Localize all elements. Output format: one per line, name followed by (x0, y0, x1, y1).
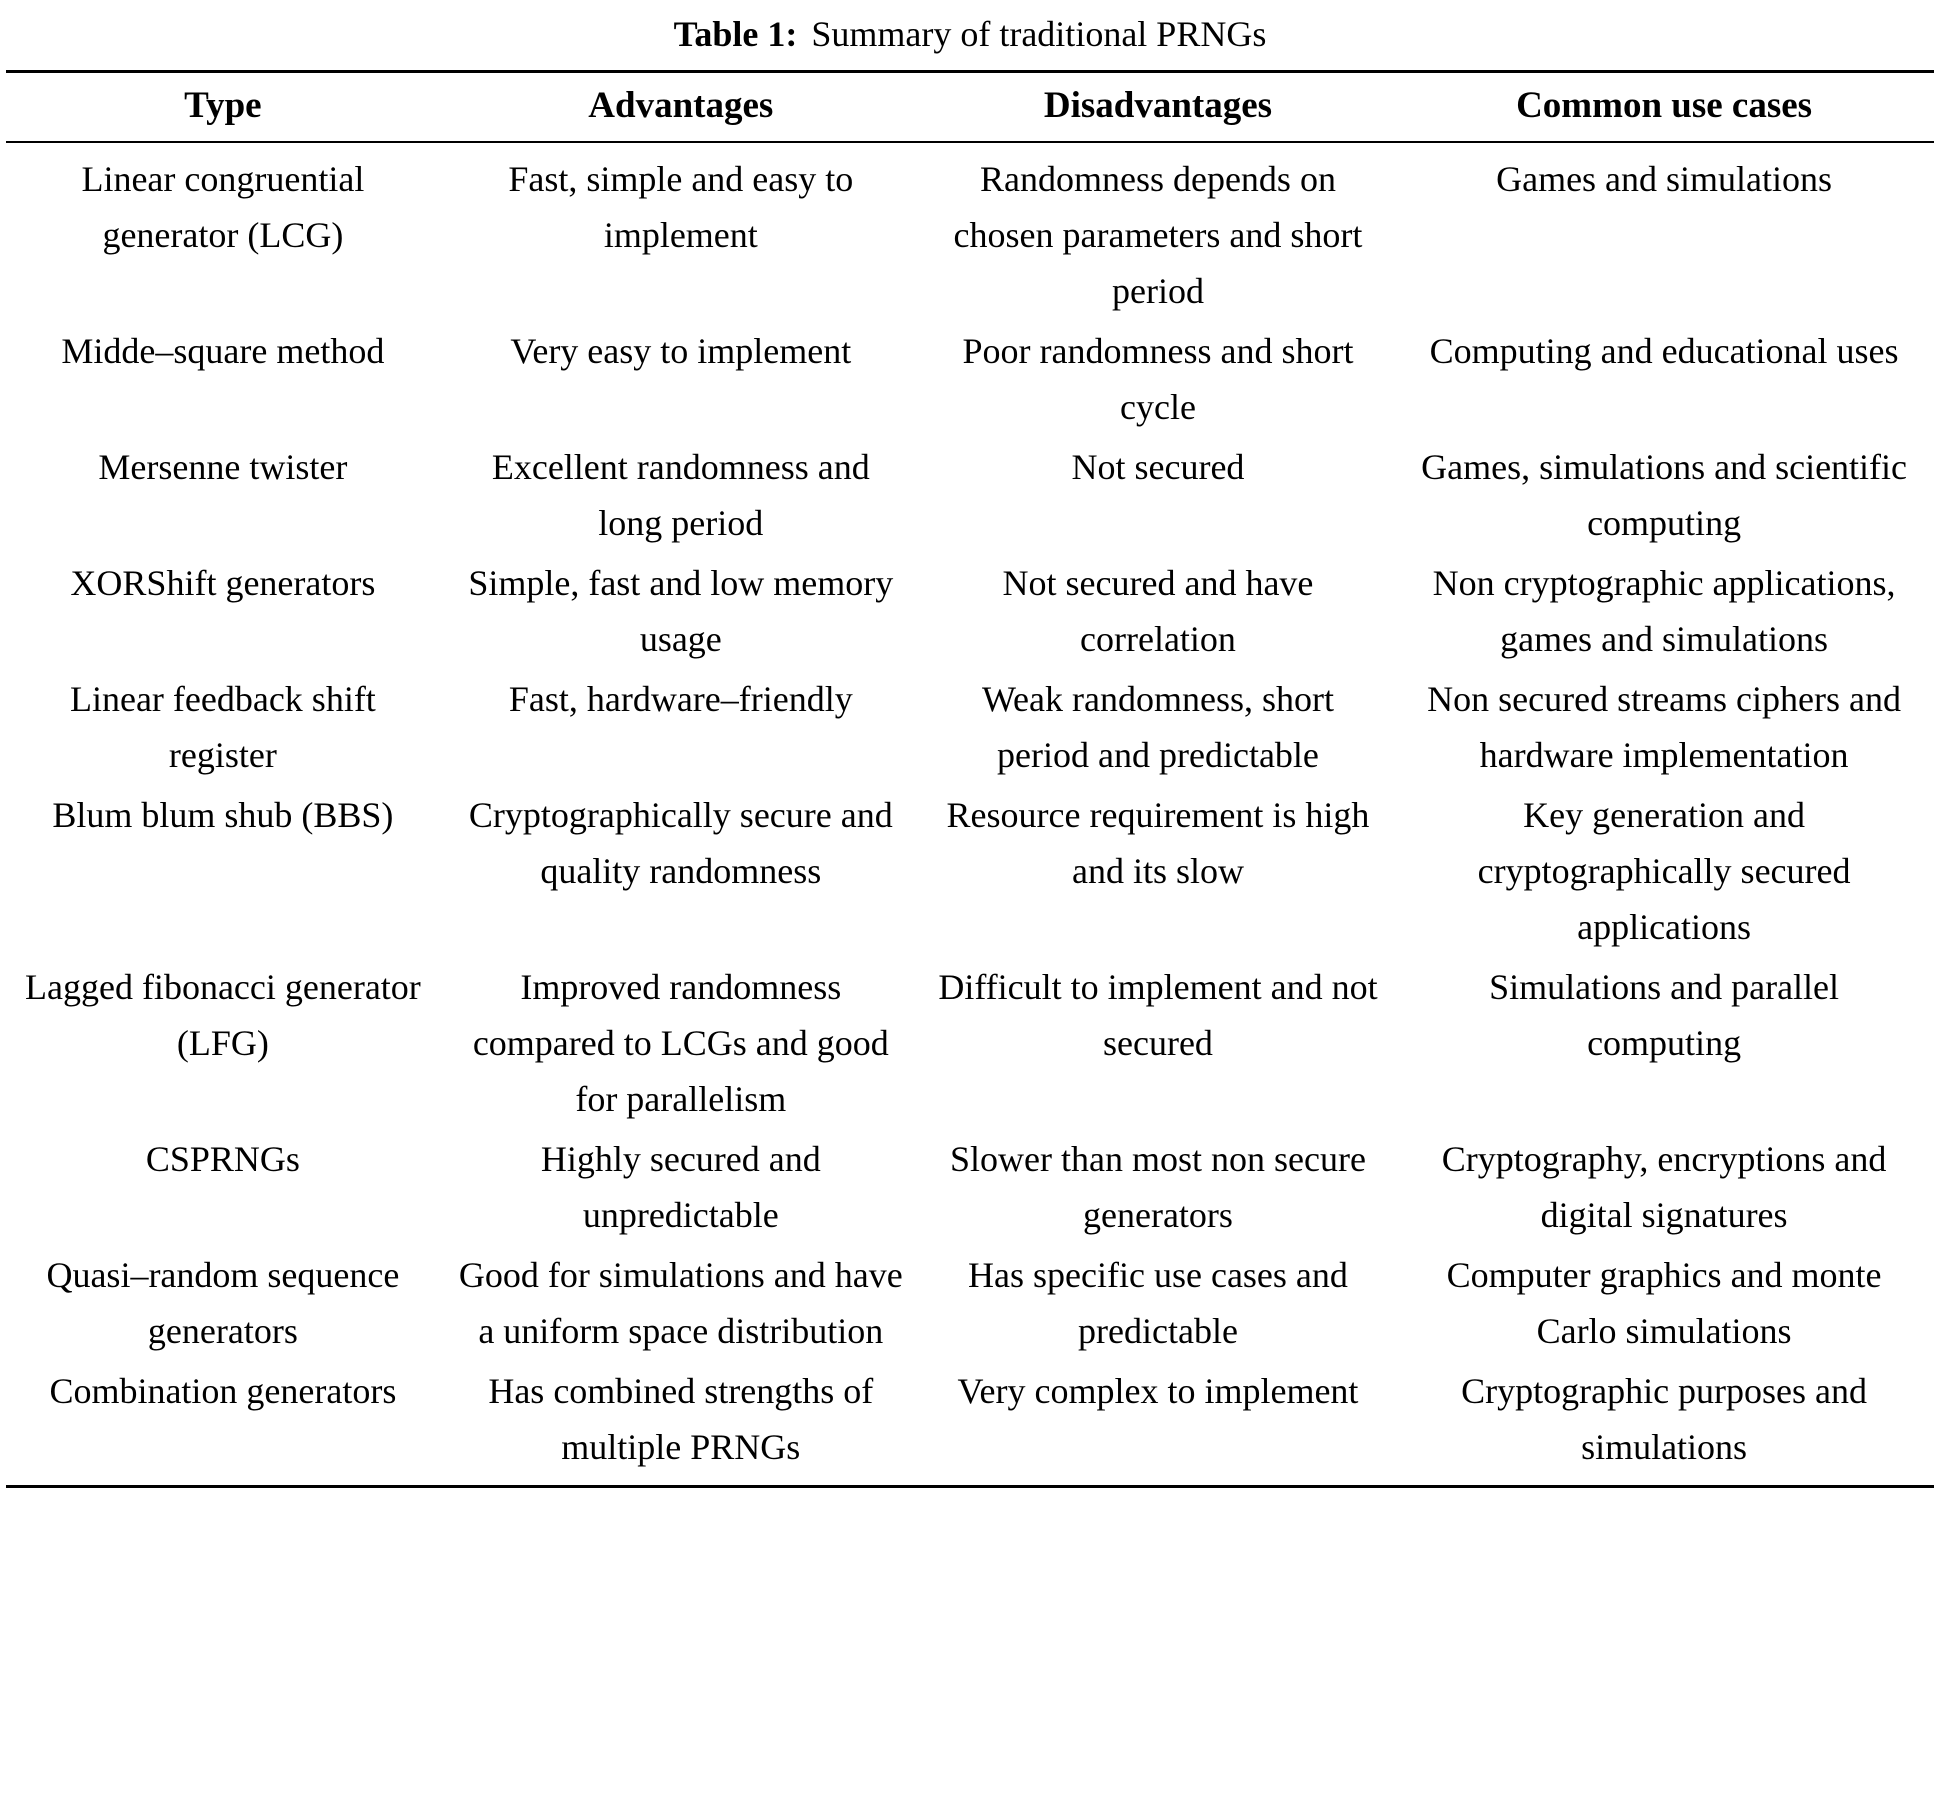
prng-summary-table (6, 70, 1934, 1488)
table-cell: Randomness depends on chosen parameters and short period (953, 159, 1363, 311)
table-cell: Fast, simple and easy to implement (508, 159, 854, 255)
table-cell: Linear congruential generator (LCG) (81, 159, 365, 255)
table-cell: Has specific use cases and predictable (968, 1255, 1348, 1351)
table-caption-label: Table 1: (673, 14, 798, 54)
table-cell: Resource requirement is high and its slow (946, 795, 1370, 891)
table-cell: Non cryptographic applications, games and simulations (1432, 563, 1896, 659)
table-cell: Cryptographic purposes and simulations (1461, 1371, 1868, 1467)
table-cell: Combination generators (49, 1371, 397, 1411)
table-cell: Key generation and cryptographically secured applications (1477, 795, 1851, 947)
table-cell: Simple, fast and low memory usage (468, 563, 894, 659)
table-cell: Cryptography, encryptions and digital signatures (1441, 1139, 1887, 1235)
table-cell: Highly secured and unpredictable (540, 1139, 821, 1235)
table-cell: Non secured streams ciphers and hardware implementation (1427, 679, 1901, 775)
table-cell: Very complex to implement (957, 1371, 1359, 1411)
table-cell: Midde–square method (61, 331, 385, 371)
table-row (6, 321, 1934, 437)
table-cell: Blum blum shub (BBS) (52, 795, 394, 835)
table-cell: Very easy to implement (510, 331, 852, 371)
table-cell: CSPRNGs (145, 1139, 300, 1179)
column-header: Common use cases (1394, 72, 1934, 143)
table-cell: Slower than most non secure generators (950, 1139, 1366, 1235)
table-cell: Computing and educational uses (1429, 331, 1899, 371)
table-cell: XORShift generators (70, 563, 376, 603)
table-cell: Good for simulations and have a uniform space distribution (458, 1255, 903, 1351)
table-header-row (6, 72, 1934, 143)
table-row (6, 142, 1934, 321)
table-row (6, 553, 1934, 669)
table-cell: Simulations and parallel computing (1489, 967, 1840, 1063)
table-row (6, 1129, 1934, 1245)
table-body (6, 142, 1934, 1487)
column-header: Type (6, 72, 440, 143)
table-row (6, 669, 1934, 785)
table-cell: Fast, hardware–friendly (508, 679, 853, 719)
column-header: Disadvantages (922, 72, 1394, 143)
table-cell: Cryptographically secure and quality randomness (468, 795, 893, 891)
table-cell: Improved randomness compared to LCGs and good for parallelism (472, 967, 889, 1119)
table-cell: Poor randomness and short cycle (962, 331, 1354, 427)
table-cell: Has combined strengths of multiple PRNGs (488, 1371, 874, 1467)
table-row (6, 1245, 1934, 1361)
table-caption-text: Summary of traditional PRNGs (811, 14, 1267, 54)
table-cell: Difficult to implement and not secured (938, 967, 1378, 1063)
table-cell: Not secured and have correlation (1002, 563, 1314, 659)
table-cell: Games, simulations and scientific computing (1421, 447, 1908, 543)
table-row (6, 785, 1934, 957)
table-cell: Not secured (1071, 447, 1245, 487)
table-cell: Weak randomness, short period and predictable (981, 679, 1334, 775)
table-row (6, 437, 1934, 553)
table-cell: Games and simulations (1496, 159, 1833, 199)
table-row (6, 1361, 1934, 1487)
table-cell: Computer graphics and monte Carlo simulations (1446, 1255, 1882, 1351)
table-header-row (6, 72, 1934, 143)
table-cell: Lagged fibonacci generator (LFG) (25, 967, 421, 1063)
table-cell: Excellent randomness and long period (491, 447, 870, 543)
table-cell: Linear feedback shift register (69, 679, 376, 775)
table-cell: Quasi–random sequence generators (46, 1255, 400, 1351)
table-row (6, 957, 1934, 1129)
table-cell: Mersenne twister (98, 447, 348, 487)
table-caption (6, 0, 1934, 70)
column-header: Advantages (440, 72, 922, 143)
